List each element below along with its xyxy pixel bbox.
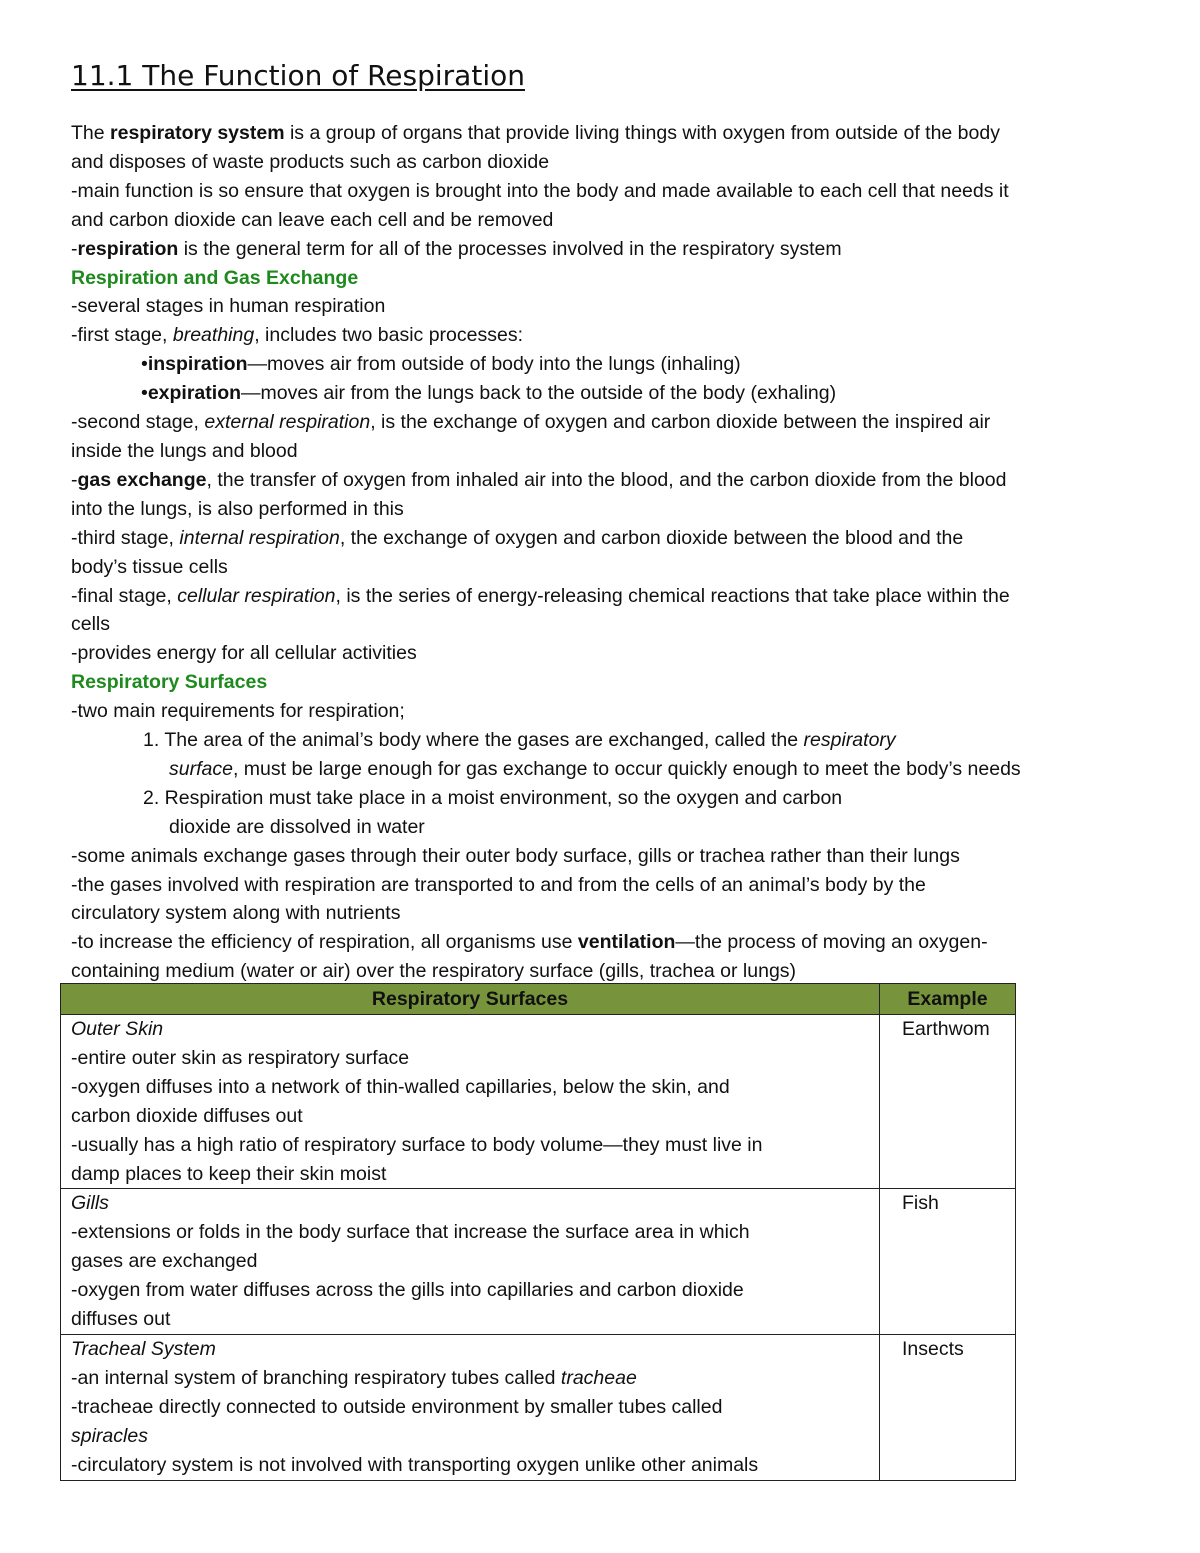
italic-term: tracheae [560, 1366, 637, 1389]
page-title: 11.1 The Function of Respiration [71, 59, 525, 92]
numbered-item-continuation: dioxide are dissolved in water [169, 815, 425, 838]
italic-term: Gills [71, 1192, 109, 1215]
text: -to increase the efficiency of respiration, all organisms use [71, 931, 578, 954]
text-line: into the lungs, is also performed in this [71, 497, 404, 520]
surface-line: -circulatory system is not involved with transporting oxygen unlike other animals [71, 1453, 759, 1476]
surface-line: diffuses out [71, 1308, 171, 1331]
text-line [71, 466, 1131, 495]
surface-name [71, 1335, 871, 1364]
text-line: containing medium (water or air) over the respiratory surface (gills, trachea or lungs) [71, 960, 797, 983]
header-example: Example [880, 984, 1016, 1015]
text: 1. The area of the animal’s body where the gases are exchanged, called the [143, 729, 804, 752]
surface-line [71, 1364, 871, 1393]
text: - [71, 468, 78, 491]
text-line: -provides energy for all cellular activities [71, 642, 417, 665]
surface-line: -entire outer skin as respiratory surface [71, 1046, 410, 1069]
italic-term: surface [169, 757, 233, 780]
italic-term: spiracles [71, 1424, 148, 1447]
text: -final stage, [71, 584, 178, 607]
text-line [71, 582, 1131, 611]
text-line: inside the lungs and blood [71, 439, 298, 462]
table-row [61, 1334, 1016, 1480]
text: -an internal system of branching respiratory tubes called [71, 1366, 561, 1389]
text: - [71, 237, 78, 260]
italic-term: internal respiration [179, 526, 340, 549]
text-line: -several stages in human respiration [71, 295, 386, 318]
surface-cell [61, 1334, 880, 1480]
example-cell: Earthwom [880, 1015, 1016, 1189]
surface-cell [61, 1189, 880, 1335]
surface-name [71, 1015, 871, 1044]
bullet-icon: • [141, 353, 148, 376]
table-row [61, 1015, 1016, 1189]
surface-line: -oxygen diffuses into a network of thin-walled capillaries, below the skin, and [71, 1075, 730, 1098]
text: —moves air from the lungs back to the outside of the body (exhaling) [241, 382, 837, 405]
text-line: body’s tissue cells [71, 555, 228, 578]
text: -third stage, [71, 526, 180, 549]
surface-line: -usually has a high ratio of respiratory surface to body volume—they must live in [71, 1133, 763, 1156]
text-line [71, 321, 1131, 350]
surface-cell [61, 1015, 880, 1189]
intro-line: and disposes of waste products such as carbon dioxide [71, 150, 550, 173]
text: is the general term for all of the processes involved in the respiratory system [178, 237, 842, 260]
key-term: expiration [147, 382, 242, 405]
text-line: cells [71, 613, 111, 636]
example-cell: Insects [880, 1334, 1016, 1480]
italic-term: Outer Skin [71, 1018, 164, 1040]
document-body [71, 119, 1131, 986]
example-cell: Fish [880, 1189, 1016, 1335]
surface-line: carbon dioxide diffuses out [71, 1104, 303, 1127]
surface-line: damp places to keep their skin moist [71, 1162, 387, 1185]
surface-line: -oxygen from water diffuses across the gills into capillaries and carbon dioxide [71, 1279, 744, 1302]
text: —the process of moving an oxygen- [675, 931, 988, 954]
surface-line [71, 1422, 871, 1451]
bullet-item [71, 350, 1131, 379]
section-heading: Respiration and Gas Exchange [71, 266, 359, 289]
key-term: inspiration [147, 353, 248, 376]
text: , must be large enough for gas exchange to occur quickly enough to meet the body’s needs [232, 757, 1021, 780]
intro-line: -main function is so ensure that oxygen is brought into the body and made available to each cell that needs it [71, 179, 1009, 202]
text: The [71, 122, 111, 144]
text-line: -two main requirements for respiration; [71, 700, 405, 723]
intro-line [71, 235, 1131, 264]
header-respiratory-surfaces: Respiratory Surfaces [61, 984, 880, 1015]
respiratory-surfaces-table [60, 983, 1016, 1481]
surface-line: -extensions or folds in the body surface that increase the surface area in which [71, 1221, 750, 1244]
text: , is the series of energy-releasing chemical reactions that take place within the [335, 584, 1010, 607]
text: , includes two basic processes: [254, 324, 523, 347]
italic-term: breathing [172, 324, 255, 347]
key-term: respiratory system [110, 122, 285, 144]
key-term: gas exchange [77, 468, 207, 491]
text: -first stage, [71, 324, 173, 347]
surface-line: -tracheae directly connected to outside environment by smaller tubes called [71, 1395, 723, 1418]
numbered-item: 2. Respiration must take place in a moist environment, so the oxygen and carbon [143, 786, 843, 809]
table-row [61, 1189, 1016, 1335]
italic-term: external respiration [204, 411, 371, 434]
intro-line [71, 119, 1131, 148]
section-heading: Respiratory Surfaces [71, 671, 268, 694]
bullet-icon: • [141, 382, 148, 405]
table-header-row [61, 984, 1016, 1015]
text-line: -some animals exchange gases through their outer body surface, gills or trachea rather than their lungs [71, 844, 960, 867]
text-line [71, 928, 1131, 957]
text: , the exchange of oxygen and carbon dioxide between the blood and the [339, 526, 964, 549]
italic-term: cellular respiration [177, 584, 336, 607]
text: , the transfer of oxygen from inhaled air into the blood, and the carbon dioxide from the blood [206, 468, 1007, 491]
text: -second stage, [71, 411, 205, 434]
text: is a group of organs that provide living things with oxygen from outside of the body [284, 122, 1000, 144]
text: , is the exchange of oxygen and carbon dioxide between the inspired air [370, 411, 991, 434]
text-line [71, 524, 1131, 553]
intro-line: and carbon dioxide can leave each cell and be removed [71, 208, 554, 231]
text-line: -the gases involved with respiration are transported to and from the cells of an animal’s body by the [71, 873, 926, 896]
surface-name [71, 1189, 871, 1218]
numbered-item-continuation [71, 755, 1131, 784]
key-term: respiration [77, 237, 179, 260]
italic-term: respiratory [803, 729, 896, 752]
bullet-item [71, 379, 1131, 408]
text-line: circulatory system along with nutrients [71, 902, 401, 925]
numbered-item [71, 726, 1131, 755]
surface-line: gases are exchanged [71, 1250, 258, 1273]
italic-term: Tracheal System [71, 1337, 216, 1360]
text: —moves air from outside of body into the lungs (inhaling) [247, 353, 741, 376]
key-term: ventilation [577, 931, 676, 954]
text-line [71, 408, 1131, 437]
